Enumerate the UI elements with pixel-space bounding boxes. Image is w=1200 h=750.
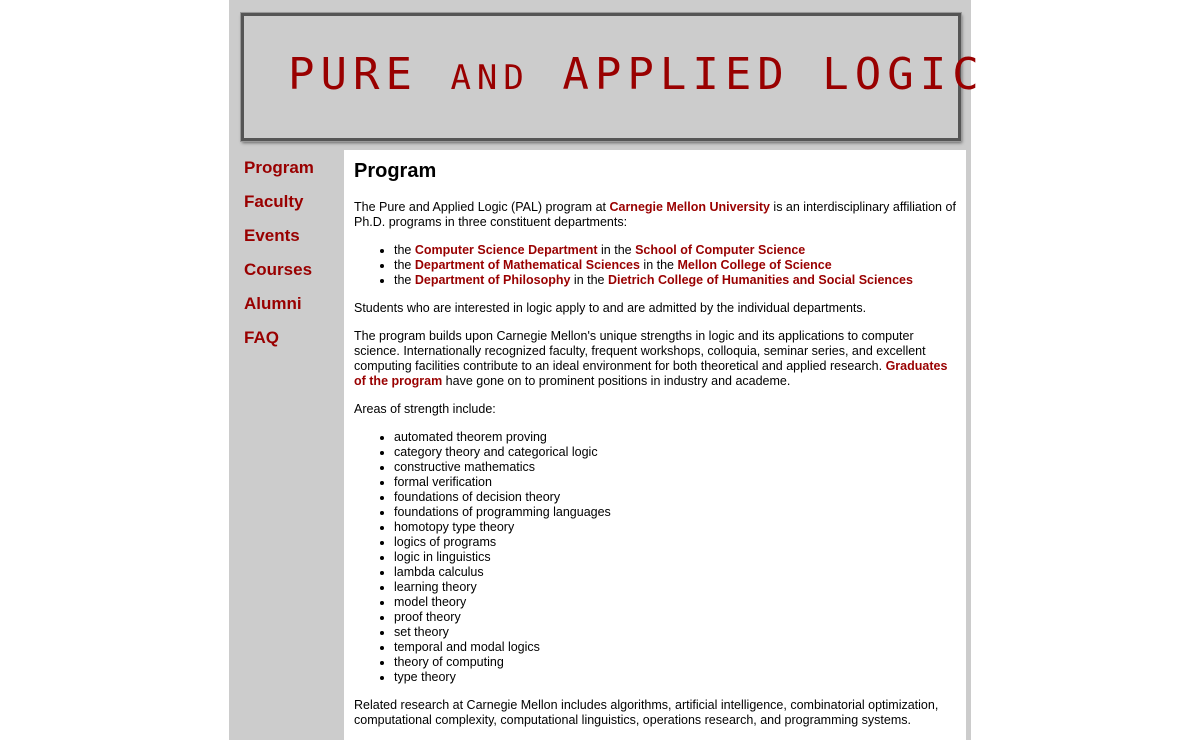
list-text: in the [639, 258, 678, 272]
list-item: • foundations of programming languages [394, 505, 956, 520]
list-item: • theory of computing [394, 655, 956, 670]
cmu-link[interactable]: Carnegie Mellon University [609, 200, 770, 214]
list-item: • logics of programs [394, 535, 956, 550]
department-item [394, 273, 956, 288]
page-title: Program [354, 160, 437, 182]
list-item: • formal verification [394, 475, 956, 490]
nav-link-program[interactable]: Program [244, 158, 314, 177]
intro-text: is an interdisciplinary affiliation of Ph.D. programs in three constituent departments: [354, 200, 956, 229]
list-item: • set theory [394, 625, 956, 640]
nav-link-faq[interactable]: FAQ [244, 328, 279, 347]
department-item [394, 258, 956, 273]
dietrich-college-link[interactable]: Dietrich College of Humanities and Social Sciences [607, 273, 913, 287]
list-text: in the [570, 273, 608, 287]
list-item: • constructive mathematics [394, 460, 956, 475]
department-list [354, 243, 956, 288]
philosophy-dept-link[interactable]: Department of Philosophy [414, 273, 571, 287]
related-research-paragraph: Related research at Carnegie Mellon includes algorithms, artificial intelligence, combinatorial optimization, computational complexity, computational linguistics, operations research, and programming systems. [354, 698, 939, 727]
list-item: • model theory [394, 595, 956, 610]
site-title-part: PURE [288, 49, 451, 100]
nav-link-faculty[interactable]: Faculty [244, 192, 304, 211]
list-text: in the [597, 243, 636, 257]
list-item: • learning theory [394, 580, 956, 595]
list-item: • lambda calculus [394, 565, 956, 580]
intro-text: The Pure and Applied Logic (PAL) program at [354, 200, 610, 214]
graduates-link[interactable]: Graduates of the program [354, 359, 948, 388]
areas-list [354, 430, 956, 685]
list-item: • proof theory [394, 610, 956, 625]
nav-link-alumni[interactable]: Alumni [244, 294, 302, 313]
mcs-link[interactable]: Mellon College of Science [677, 258, 832, 272]
site-title-part: AND [450, 58, 530, 98]
program-text: have gone on to prominent positions in industry and academe. [442, 374, 791, 388]
main-content [344, 150, 966, 750]
list-item: • foundations of decision theory [394, 490, 956, 505]
nav-link-events[interactable]: Events [244, 226, 300, 245]
list-item: • category theory and categorical logic [394, 445, 956, 460]
nav-link-courses[interactable]: Courses [244, 260, 313, 279]
list-text: the [394, 258, 415, 272]
site-banner [241, 13, 985, 141]
scs-link[interactable]: School of Computer Science [635, 243, 806, 257]
csd-link[interactable]: Computer Science Department [414, 243, 598, 257]
page-container [229, 0, 985, 740]
list-item: • automated theorem proving [394, 430, 956, 445]
site-title-part: APPLIED LOGIC [529, 49, 985, 100]
department-item [394, 243, 956, 258]
program-text: The program builds upon Carnegie Mellon's unique strengths in logic and its applications to computer science. Internationally recognized faculty, frequent workshops, colloquia, seminar series, and excellent computing facilities contribute to an ideal environment for both theoretical and applied research. [354, 329, 926, 373]
list-item: • temporal and modal logics [394, 640, 956, 655]
site-title [288, 50, 985, 103]
students-paragraph: Students who are interested in logic apply to and are admitted by the individual departments. [354, 301, 867, 315]
list-item: • logic in linguistics [394, 550, 956, 565]
math-dept-link[interactable]: Department of Mathematical Sciences [414, 258, 640, 272]
list-item: • homotopy type theory [394, 520, 956, 535]
list-item: • type theory [394, 670, 956, 685]
list-text: the [394, 273, 415, 287]
list-text: the [394, 243, 415, 257]
sidebar-nav [244, 156, 344, 360]
program-paragraph [354, 329, 956, 389]
areas-intro: Areas of strength include: [354, 402, 496, 416]
intro-paragraph [354, 200, 956, 230]
